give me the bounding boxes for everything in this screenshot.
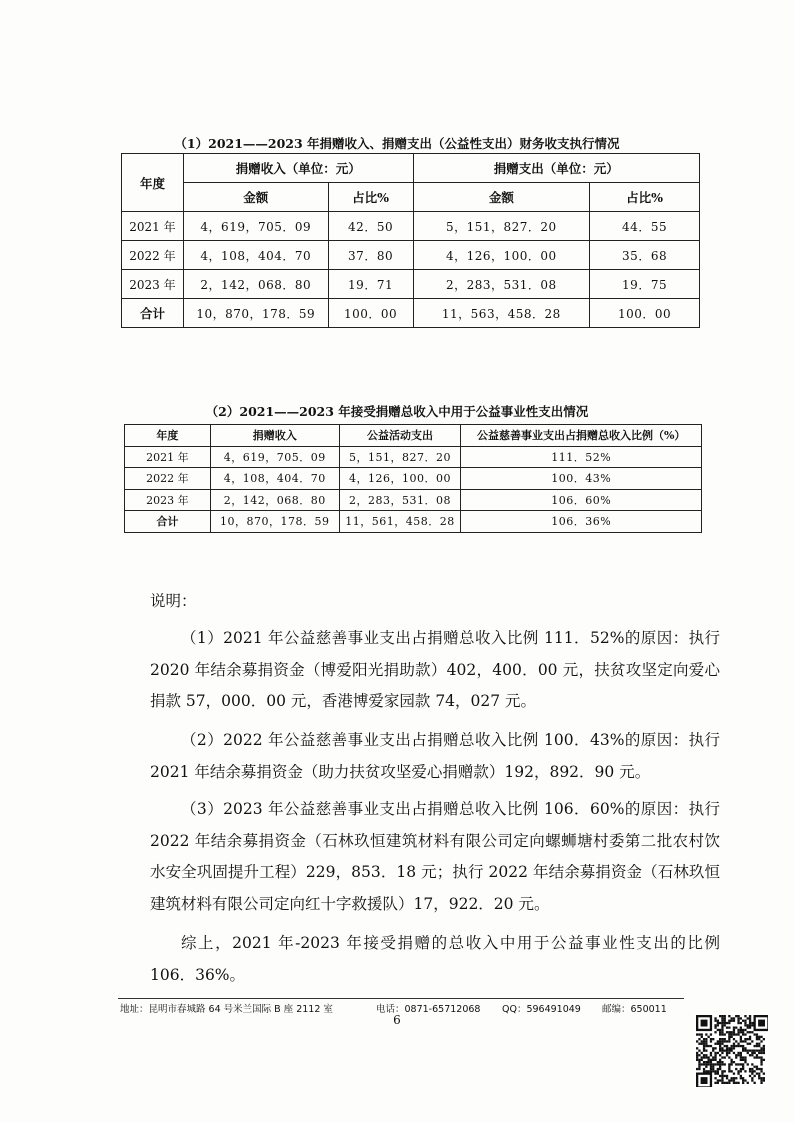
ratio-cell: 100．43% [461, 468, 702, 490]
income-cell: 4，619，705．09 [210, 446, 339, 468]
table-row [125, 446, 702, 468]
notes-heading: 说明： [150, 592, 197, 610]
income-pct-cell: 19．71 [328, 270, 413, 299]
income-cell: 4，619，705．09 [183, 212, 328, 241]
expense-cell: 4，126，100．00 [413, 241, 590, 270]
table-row [125, 489, 702, 511]
footer-address: 地址：昆明市春城路 64 号米兰国际 B 座 2112 室 [120, 1004, 333, 1015]
ratio-cell: 106．60% [461, 489, 702, 511]
year-cell: 合计 [122, 299, 184, 328]
expense-cell: 11，563，458．28 [413, 299, 590, 328]
note-paragraph-2: （2）2022 年公益慈善事业支出占捐赠总收入比例 100．43%的原因：执行 2021 年结余募捐资金（助力扶贫攻坚爱心捐赠款）192，892．90 元。 [150, 731, 720, 781]
note-paragraph-3: （3）2023 年公益慈善事业支出占捐赠总收入比例 106．60%的原因：执行 2022 年结余募捐资金（石林玖恒建筑材料有限公司定向螺蛳塘村委第二批农村饮水安全巩固提升工程）229，853．18 元；执行 2022 年结余募捐资金（石林玖恒建筑材料有限公司定向红十字救援队）17，922．20 元。 [150, 800, 720, 913]
table2-caption: （2）2021——2023 年接受捐赠总收入中用于公益事业性支出情况 [205, 404, 589, 419]
year-cell: 2022 年 [122, 241, 184, 270]
income-expense-table [121, 153, 700, 328]
expense-cell: 4，126，100．00 [339, 468, 461, 490]
header-activity-expense: 公益活动支出 [339, 425, 461, 447]
footer-postcode: 邮编：650011 [602, 1004, 667, 1015]
year-cell: 2023 年 [125, 489, 211, 511]
header-income-amount: 金额 [183, 183, 328, 212]
year-cell: 2023 年 [122, 270, 184, 299]
income-cell: 2，142，068．80 [210, 489, 339, 511]
income-pct-cell: 42．50 [328, 212, 413, 241]
header-expense-ratio: 占比% [590, 183, 700, 212]
header-income-ratio: 占比% [328, 183, 413, 212]
expense-pct-cell: 19．75 [590, 270, 700, 299]
note-paragraph-1: （1）2021 年公益慈善事业支出占捐赠总收入比例 111．52%的原因：执行 2020 年结余募捐资金（博爱阳光捐助款）402，400．00 元，扶贫攻坚定向爱心捐款 57，000．00 元，香港博爱家园款 74，027 元。 [150, 629, 720, 710]
table-row-total [125, 511, 702, 533]
table1-caption: （1）2021——2023 年捐赠收入、捐赠支出（公益性支出）财务收支执行情况 [174, 136, 620, 151]
expense-pct-cell: 35．68 [590, 241, 700, 270]
table-row [125, 468, 702, 490]
income-cell: 10，870，178．59 [183, 299, 328, 328]
header-year: 年度 [125, 425, 211, 447]
header-income: 捐赠收入 [210, 425, 339, 447]
year-cell: 2022 年 [125, 468, 211, 490]
header-expense-amount: 金额 [413, 183, 590, 212]
header-expense: 捐赠支出（单位：元） [413, 154, 699, 183]
footer-divider [118, 998, 684, 999]
ratio-cell: 111．52% [461, 446, 702, 468]
income-pct-cell: 100．00 [328, 299, 413, 328]
table-row-total [122, 299, 700, 328]
table-row [122, 212, 700, 241]
income-pct-cell: 37．80 [328, 241, 413, 270]
expense-cell: 5，151，827．20 [413, 212, 590, 241]
table-row [122, 270, 700, 299]
expense-cell: 5，151，827．20 [339, 446, 461, 468]
header-ratio: 公益慈善事业支出占捐赠总收入比例（%） [461, 425, 702, 447]
header-year: 年度 [122, 154, 184, 212]
year-cell: 2021 年 [122, 212, 184, 241]
charity-expense-table [124, 424, 702, 533]
note-paragraph-4: 综上，2021 年-2023 年接受捐赠的总收入中用于公益事业性支出的比例 106．36%。 [150, 934, 720, 984]
income-cell: 4，108，404．70 [183, 241, 328, 270]
header-income: 捐赠收入（单位：元） [183, 154, 413, 183]
expense-pct-cell: 100．00 [590, 299, 700, 328]
income-cell: 2，142，068．80 [183, 270, 328, 299]
footer-qq: QQ：596491049 [502, 1004, 581, 1015]
page-number: 6 [393, 1013, 401, 1027]
expense-cell: 2，283，531．08 [413, 270, 590, 299]
year-cell: 合计 [125, 511, 211, 533]
expense-cell: 2，283，531．08 [339, 489, 461, 511]
expense-cell: 11，561，458．28 [339, 511, 461, 533]
income-cell: 10，870，178．59 [210, 511, 339, 533]
income-cell: 4，108，404．70 [210, 468, 339, 490]
ratio-cell: 106．36% [461, 511, 702, 533]
year-cell: 2021 年 [125, 446, 211, 468]
footer-phone: 电话：0871-65712068 [376, 1004, 481, 1015]
qr-code-icon [694, 1013, 768, 1087]
expense-pct-cell: 44．55 [590, 212, 700, 241]
table-row [122, 241, 700, 270]
